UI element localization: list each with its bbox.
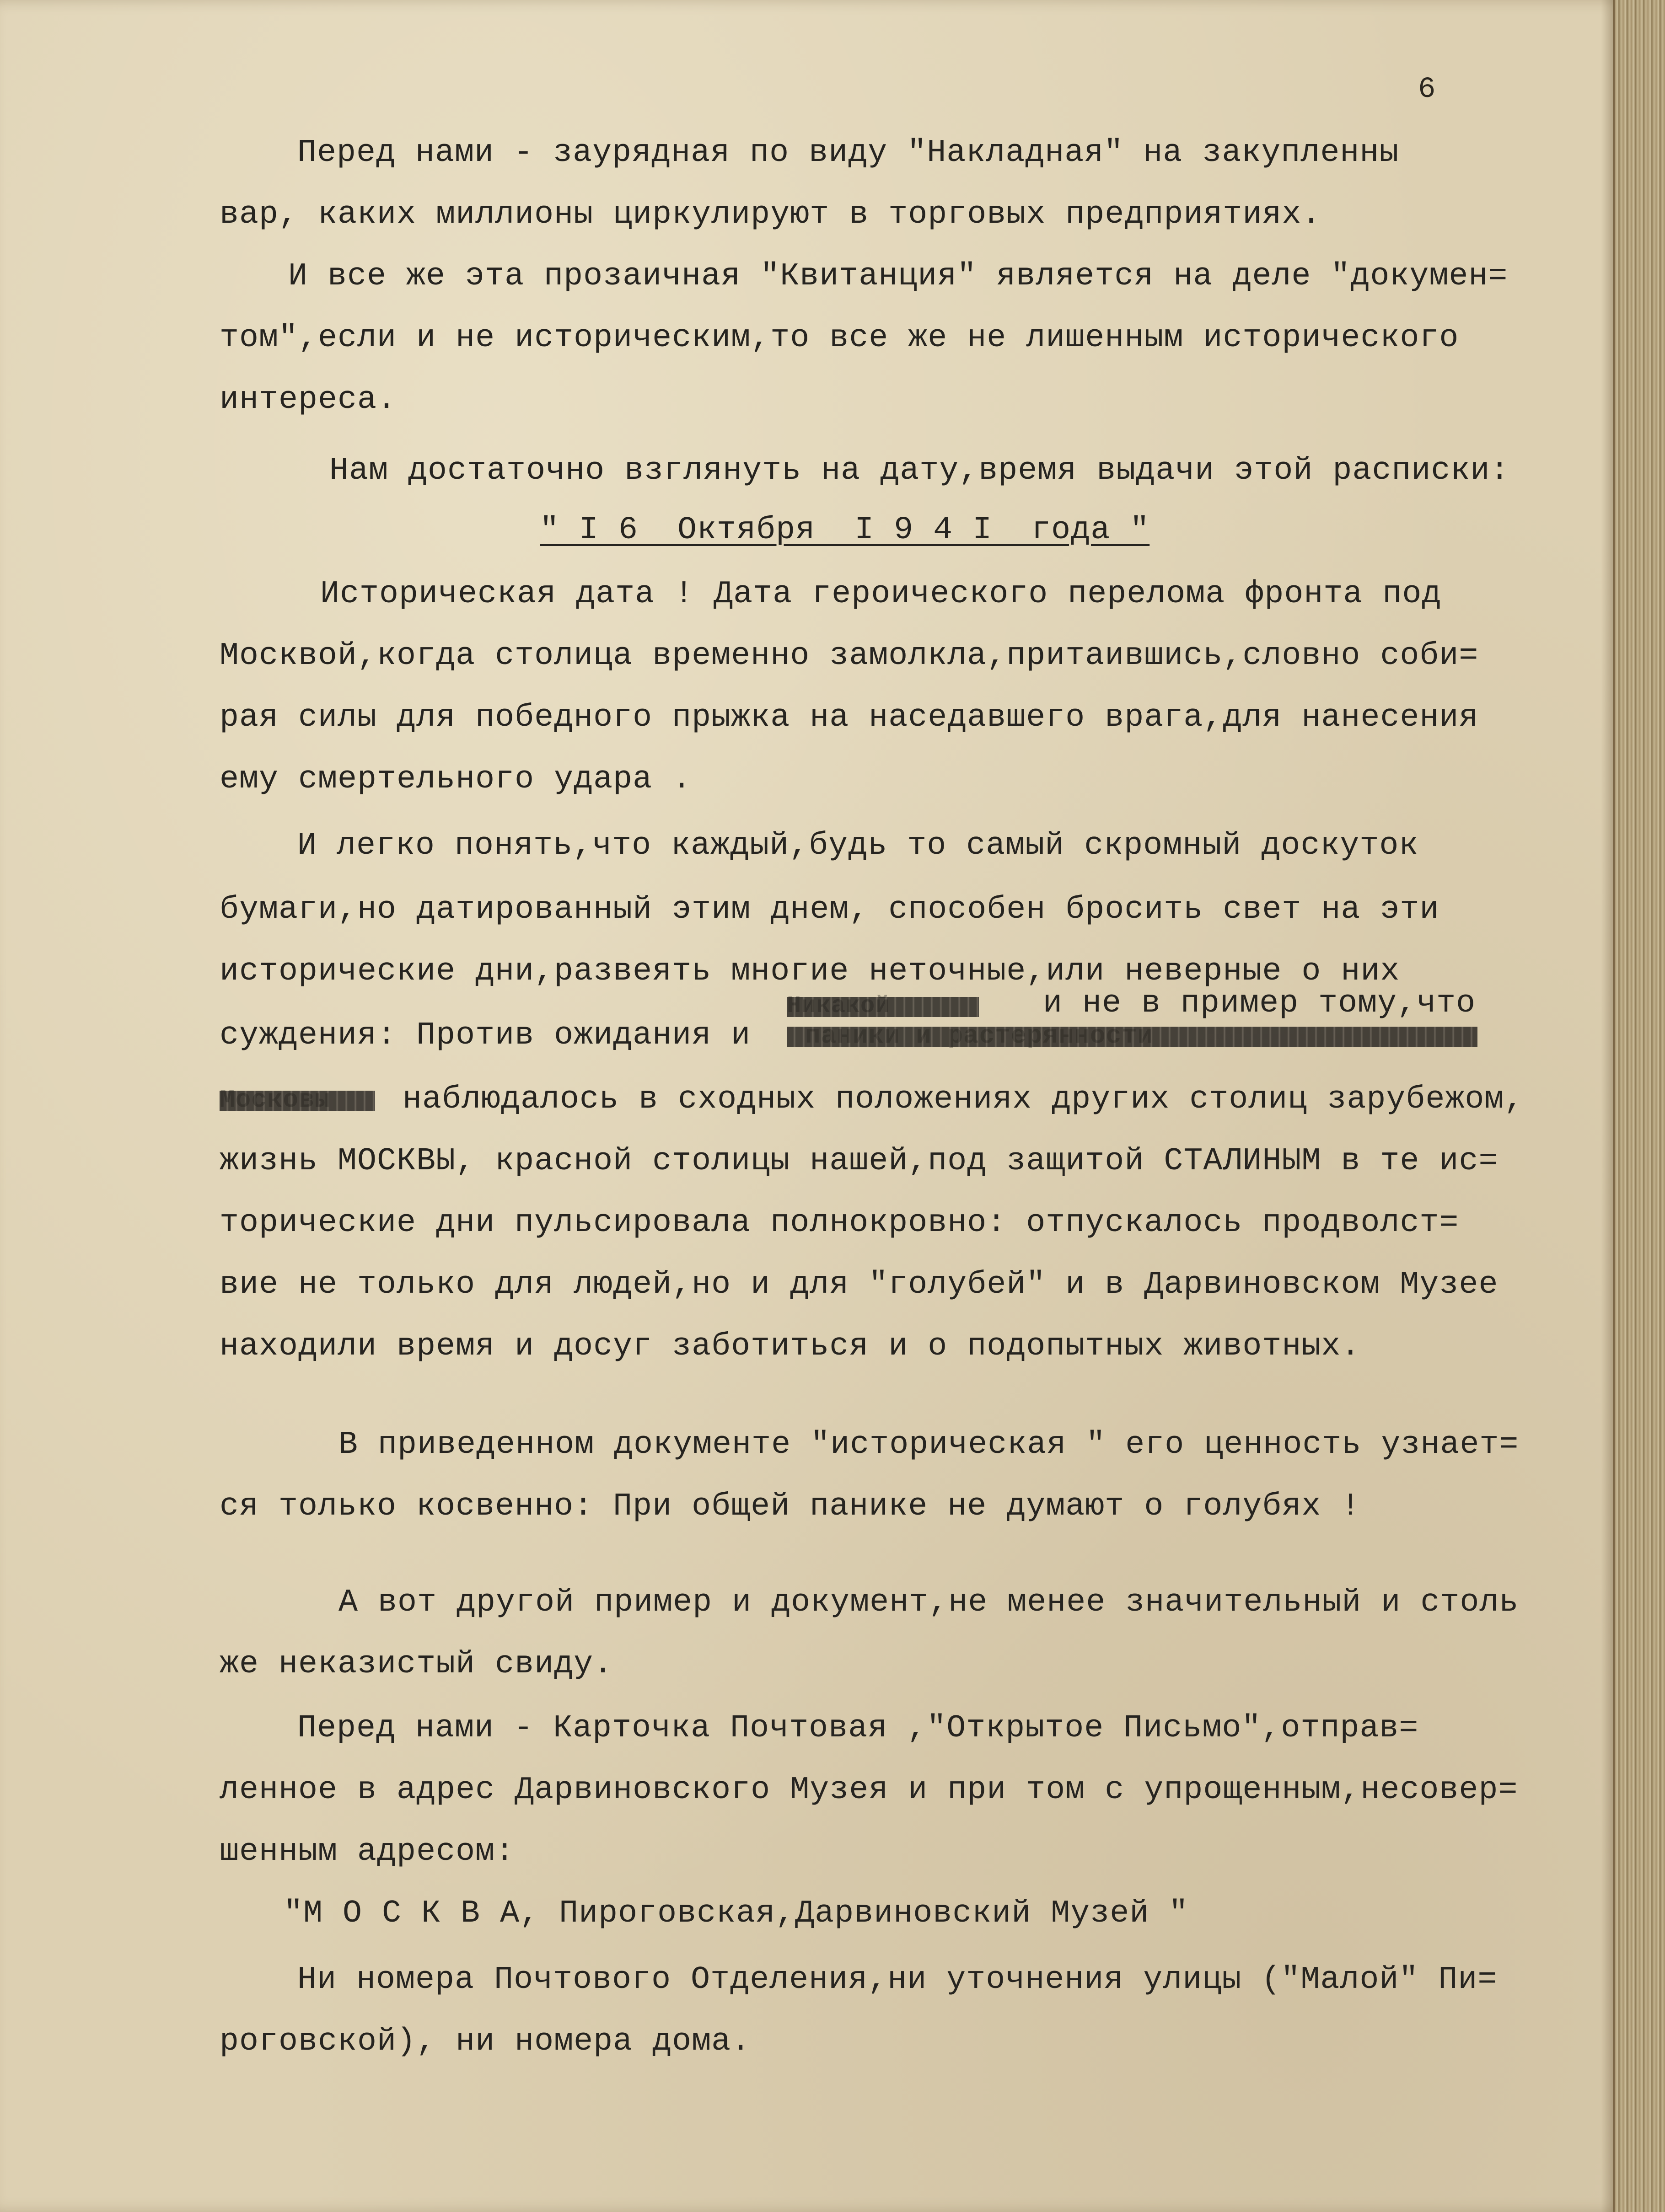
text-line: И все же эта прозаичная "Квитанция" является на деле "докумен= — [288, 258, 1508, 295]
text-line: А вот другой пример и документ,не менее значительный и столь — [338, 1585, 1519, 1621]
text-line: наблюдалось в сходных положениях других столиц зарубежом, — [403, 1082, 1524, 1118]
text-line: шенным адресом: — [220, 1834, 515, 1870]
text-line: ему смертельного удара . — [220, 761, 692, 798]
page-number: 6 — [1418, 73, 1436, 106]
text-line: же неказистый свиду. — [220, 1646, 613, 1682]
text-line: роговской), ни номера дома. — [220, 2024, 751, 2060]
text-line: жизнь МОСКВЫ, красной столицы нашей,под защитой СТАЛИНЫМ в те ис= — [220, 1143, 1498, 1179]
text-line: И легко понять,что каждый,будь то самый скромный доскуток — [297, 828, 1419, 864]
text-line: Москвой,когда столица временно замолкла,притаившись,словно соби= — [220, 638, 1479, 674]
text-line: интереса. — [220, 382, 397, 418]
date-line: " I 6 Октября I 9 4 I года " — [540, 512, 1150, 548]
text-line: В приведенном документе "историческая " его ценность узнает= — [338, 1427, 1519, 1463]
text-line: вар, каких миллионы циркулируют в торговых предприятиях. — [220, 197, 1321, 233]
text-line: бумаги,но датированный этим днем, способен бросить свет на эти — [220, 892, 1439, 928]
text-line: ся только косвенно: При общей панике не думают о голубях ! — [220, 1489, 1361, 1525]
address-line: "М О С К В А, Пироговская,Дарвиновский Музей " — [284, 1896, 1189, 1932]
text-line: том",если и не историческим,то все же не лишенным исторического — [220, 320, 1459, 356]
text-line: торические дни пульсировала полнокровно: отпускалось продволст= — [220, 1205, 1459, 1241]
text-line: ленное в адрес Дарвиновского Музея и при том с упрощенным,несовер= — [220, 1772, 1518, 1808]
text-line: Нам достаточно взглянуть на дату,время выдачи этой расписки: — [329, 453, 1510, 489]
text-line: и не в пример тому,что — [1043, 985, 1476, 1022]
text-line: Ни номера Почтового Отделения,ни уточнения улицы ("Малой" Пи= — [297, 1962, 1498, 1998]
text-line: рая силы для победного прыжка на наседавшего врага,для нанесения — [220, 700, 1479, 736]
stacked-page-edges — [1613, 0, 1665, 2212]
text-line: Перед нами - Карточка Почтовая ,"Открытое Письмо",отправ= — [297, 1710, 1419, 1746]
text-line: вие не только для людей,но и для "голубей" и в Дарвиновском Музее — [220, 1267, 1498, 1303]
overstruck-text: Никакой — [787, 992, 890, 1019]
text-line: Перед нами - заурядная по виду "Накладная" на закупленны — [297, 135, 1399, 171]
text-line: суждения: Против ожидания и — [220, 1018, 751, 1054]
overstruck-text: Московы — [220, 1085, 331, 1114]
overstruck-text: паники и растерянности — [805, 1021, 1154, 1050]
text-line: находили время и досуг заботиться и о подопытных животных. — [220, 1328, 1361, 1365]
text-line: исторические дни,развеять многие неточные,или неверные о них — [220, 953, 1400, 990]
text-line: Историческая дата ! Дата героического перелома фронта под — [320, 576, 1442, 612]
